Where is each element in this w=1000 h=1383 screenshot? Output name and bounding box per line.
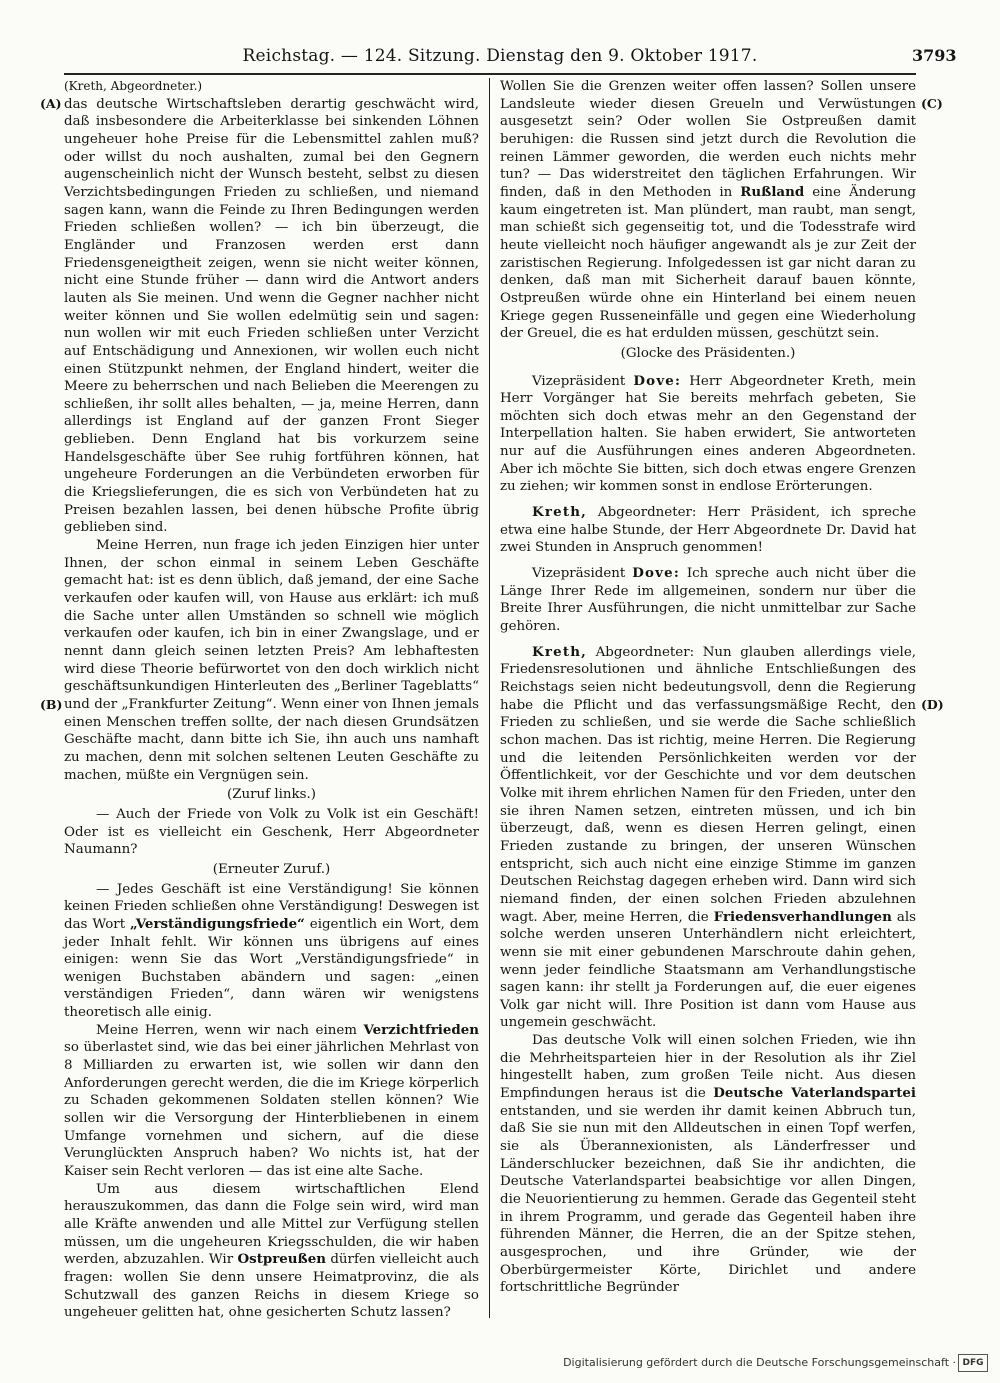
emphasis: Verzichtfrieden [363,1021,479,1038]
margin-marker-d: (D) [921,697,944,712]
funding-credit: Digitalisierung gefördert durch die Deutsche Forschungsgemeinschaft · [563,1356,956,1369]
speaker-continuation: (Kreth, Abgeordneter.) [64,79,203,93]
speaker-name: Dove: [632,565,680,582]
margin-marker-a: (A) [40,96,62,111]
interjection: (Glocke des Präsidenten.) [620,345,796,361]
speaker-paragraph: Vizepräsident Dove: Herr Abgeordneter Kreth, mein Herr Vorgänger hat Sie bereits mehrfach gebeten, Sie möchten sich doch etwas mehr an den Gegenstand der Interpellation halten. Sie haben erwidert, Sie antworteten nur auf die Ausführungen eines anderen Abgeordneten. Aber ich möchte Sie bitten, sich doch etwas engere Grenzen zu ziehen; wir kommen sonst in endlose Erörterungen. [500,372,916,495]
speaker-name: Kreth, [532,643,587,660]
paragraph: Meine Herren, wenn wir nach einem Verzichtfrieden so überlastet sind, wie das bei einer jährlichen Mehrlast von 8 Milliarden zu erwarten ist, wie sollen wir dann den Anforderungen gerecht werden, die die im Kriege körperlich zu Schaden gekommenen Soldaten stellen können? Wie sollen wir die Versorgung der Hinterbliebenen in einem Umfange vornehmen und sichern, auf die diese Verunglückten Anspruch haben? Wo nichts ist, hat der Kaiser sein Recht verloren — das ist eine alte Sache. [64,1021,479,1180]
running-title: Reichstag. — 124. Sitzung. Dienstag den 9. Oktober 1917. [242,46,758,66]
dfg-logo: DFG [958,1354,988,1372]
paragraph: — Jedes Geschäft ist eine Verständigung! Sie können keinen Frieden schließen ohne Verständigung! Deswegen ist das Wort „Verständigungsfriede“ eigentlich ein Wort, dem jeder Inhalt fehlt. Wir können uns übrigens auf eines einigen: wenn Sie das Wort „Verständigungsfriede“ in wenigen Buchstaben abändern und sagen: „einen verständigen Frieden“, dann wären wir wenigstens theoretisch alle einig. [64,881,480,1021]
emphasis: Rußland [740,183,805,200]
left-column [64,78,479,1322]
right-column [500,78,916,1297]
speaker-paragraph: Kreth, Abgeordneter: Herr Präsident, ich spreche etwa eine halbe Stunde, der Herr Abgeordnete Dr. David hat zwei Stunden in Anspruch genommen! [500,504,916,556]
page-number: 3793 [912,46,957,65]
speaker-paragraph: Kreth, Abgeordneter: Nun glauben allerdings viele, Friedensresolutionen und ähnliche Entschließungen des Reichstags seien nicht bedeutungsvoll, denn die Regierung habe die Pflicht und das verfassungsmäßige Recht, den Frieden zu schließen, und sie werde die Sache schließlich schon machen. Das ist richtig, meine Herren. Die Regierung und die leitenden Persönlichkeiten werden vor der Öffentlichkeit, vor der Geschichte und vor dem deutschen Volke mit ihrem ehrlichen Namen für den Frieden, unter den sie ihren Namen setzen, eintreten müssen, und ich bin überzeugt, daß, wenn es diesen Herren gelingt, einen Frieden zustande zu bringen, der unseren Wünschen entspricht, sich auch nicht eine einzige Stimme im ganzen Deutschen Reichstag dagegen erheben wird. Dann wird sich niemand finden, der einen solchen Frieden abzulehnen wagt. Aber, meine Herren, die Friedensverhandlungen als solche werden unseren Unterhändlern nicht erleichtert, wenn sie mit einer gebundenen Marschroute dahin gehen, wenn jeder feindliche Staatsmann am Verhandlungstische sagen kann: ihr stellt ja Forderungen auf, die euer eigenes Volk gar nicht will. Ihre Position ist dann vom Hause aus ungemein geschwächt. [500,643,916,1031]
speaker-name: Kreth, [532,504,587,521]
margin-marker-c: (C) [921,96,943,111]
interjection: (Zuruf links.) [226,787,317,803]
speaker-paragraph: Vizepräsident Dove: Ich spreche auch nicht über die Länge Ihrer Rede im allgemeinen, sondern nur über die Breite Ihrer Ausführungen, die nicht unmittelbar zur Sache gehören. [500,565,916,635]
margin-marker-b: (B) [40,697,63,712]
emphasis: Ostpreußen [237,1251,326,1268]
emphasis: „Verständigungsfriede“ [130,915,305,932]
digitization-footer [0,1352,1000,1372]
speaker-name: Dove: [633,372,682,389]
interjection: (Erneuter Zuruf.) [212,861,331,877]
paragraph: Wollen Sie die Grenzen weiter offen lassen? Sollen unsere Landsleute wieder diesen Greueln und Verwüstungen ausgesetzt sein? Oder wollen Sie Ostpreußen damit beruhigen: die Russen sind jetzt durch die Revolution die reinen Lämmer geworden, die werden euch nichts mehr tun? — Das widerstreitet den täglichen Erfahrungen. Wir finden, daß in den Methoden in Rußland eine Änderung kaum eingetreten ist. Man plündert, man raubt, man sengt, man schießt sich gegenseitig tot, und die Todesstrafe wird heute vielleicht noch häufiger angewandt als je zur Zeit der zaristischen Regierung. Infolgedessen ist gar nicht daran zu denken, daß man mit Sicherheit darauf bauen könnte, Ostpreußen würde ohne ein Hinterland bei einem neuen Kriege gegen Russeneinfälle und gegen eine Wiederholung der Greuel, die es hat erdulden müssen, geschützt sein. [500,79,917,342]
emphasis: Friedensverhandlungen [713,908,892,925]
page-header [0,42,1000,72]
paragraph: — Auch der Friede von Volk zu Volk ist ein Geschäft! Oder ist es vielleicht ein Geschenk, Herr Abgeordneter Naumann? [64,806,479,858]
paragraph: das deutsche Wirtschaftsleben derartig geschwächt wird, daß insbesondere die Arbeiterklasse bei sinkenden Löhnen ungeheuer hohe Preise für die Lebensmittel zahlen muß? oder willst du noch aushalten, zumal bei den Gegnern augenscheinlich nicht der Wunsch besteht, selbst zu diesen Verzichtsbedingungen Frieden zu schließen, und niemand sagen kann, wann die Feinde zu Ihren Bedingungen werden Frieden schließen wollen? — ich bin überzeugt, die Engländer und Franzosen werden erst dann Friedensgeneigtheit zeigen, wenn sie nicht weiter können, nicht eine Stunde früher — dann wird die Antwort anders lauten als Sie meinen. Und wenn die Gegner nachher nicht weiter können und Sie wollen edelmütig sein und sagen: nun wollen wir mit euch Frieden schließen unter Verzicht auf Entschädigung und Annexionen, wir wollen euch nicht einen Stützpunkt nehmen, der England hindert, weiter die Meere zu beherrschen und nach Belieben die Meerengen zu schließen, ihr sollt alles behalten, — ja, meine Herren, dann allerdings ist England auf der ganzen Front Sieger geblieben. Denn England hat bis vorkurzem seine Handelsgeschäfte über See ruhig fortführen können, hat ungeheure Forderungen an die Verbündeten erworben für die Kriegslieferungen, die es sich von Verbündeten hat zu Preisen bezahlen lassen, bei denen hübsche Profite übrig geblieben sind. [64,96,479,536]
emphasis: Deutsche Vaterlandspartei [713,1085,917,1102]
paragraph: Um aus diesem wirtschaftlichen Elend herauszukommen, das dann die Folge sein wird, wird man alle Kräfte anwenden und alle Mittel zur Verfügung stellen müssen, um die ungeheuren Kriegsschulden, die wir haben werden, abzuzahlen. Wir Ostpreußen dürfen vielleicht auch fragen: wollen Sie denn unsere Heimatprovinz, die als Schutzwall des ganzen Reichs in diesem Kriege so ungeheuer gelitten hat, ohne gesicherten Schutz lassen? [64,1181,479,1321]
paragraph: Das deutsche Volk will einen solchen Frieden, wie ihn die Mehrheitsparteien hier in der Resolution als ihr Ziel hingestellt haben, zum großen Teile nicht. Aus diesen Empfindungen heraus ist die Deutsche Vaterlandspartei entstanden, und sie werden ihr damit keinen Abbruch tun, daß Sie sie nun mit den Alldeutschen in einen Topf werfen, sie als Überannexionisten, als Länderfresser und Länderschlucker bezeichnen, daß Sie ihr andichten, die Deutsche Vaterlandspartei beabsichtige vor allen Dingen, die Neuorientierung zu hemmen. Gerade das Gegenteil steht in ihrem Programm, und gerade das Gegenteil haben ihre führenden Männer, die Herren, die an der Spitze stehen, ausgesprochen, und ihre Gründer, wie der Oberbürgermeister Körte, Dirichlet und andere fortschrittliche Begründer [500,1033,917,1296]
header-rule [64,73,916,75]
paragraph: Meine Herren, nun frage ich jeden Einzigen hier unter Ihnen, der schon einmal in seinem Leben Geschäfte gemacht hat: ist es denn üblich, daß jemand, der eine Sache verkaufen oder kaufen will, von Hause aus erklärt: ich muß die Sache unter allen Umständen so schnell wie möglich verkaufen oder kaufen, ich bin in einer Zwangslage, und er nennt dann gleich seinen letzten Preis? Am lebhaftesten wird diese Theorie befürwortet von den doch wirklich nicht geschäftsunkundigen Hinterleuten des „Berliner Tageblatts“ und der „Frankfurter Zeitung“. Wenn einer von Ihnen jemals einen Menschen treffen sollte, der nach diesen Grundsätzen Geschäfte macht, dann bitte ich Sie, ihn auch uns namhaft zu machen, denn mit solchen seltenen Leuten Geschäfte zu machen, müßte ein Vergnügen sein. [64,538,479,783]
column-divider [489,78,490,1318]
